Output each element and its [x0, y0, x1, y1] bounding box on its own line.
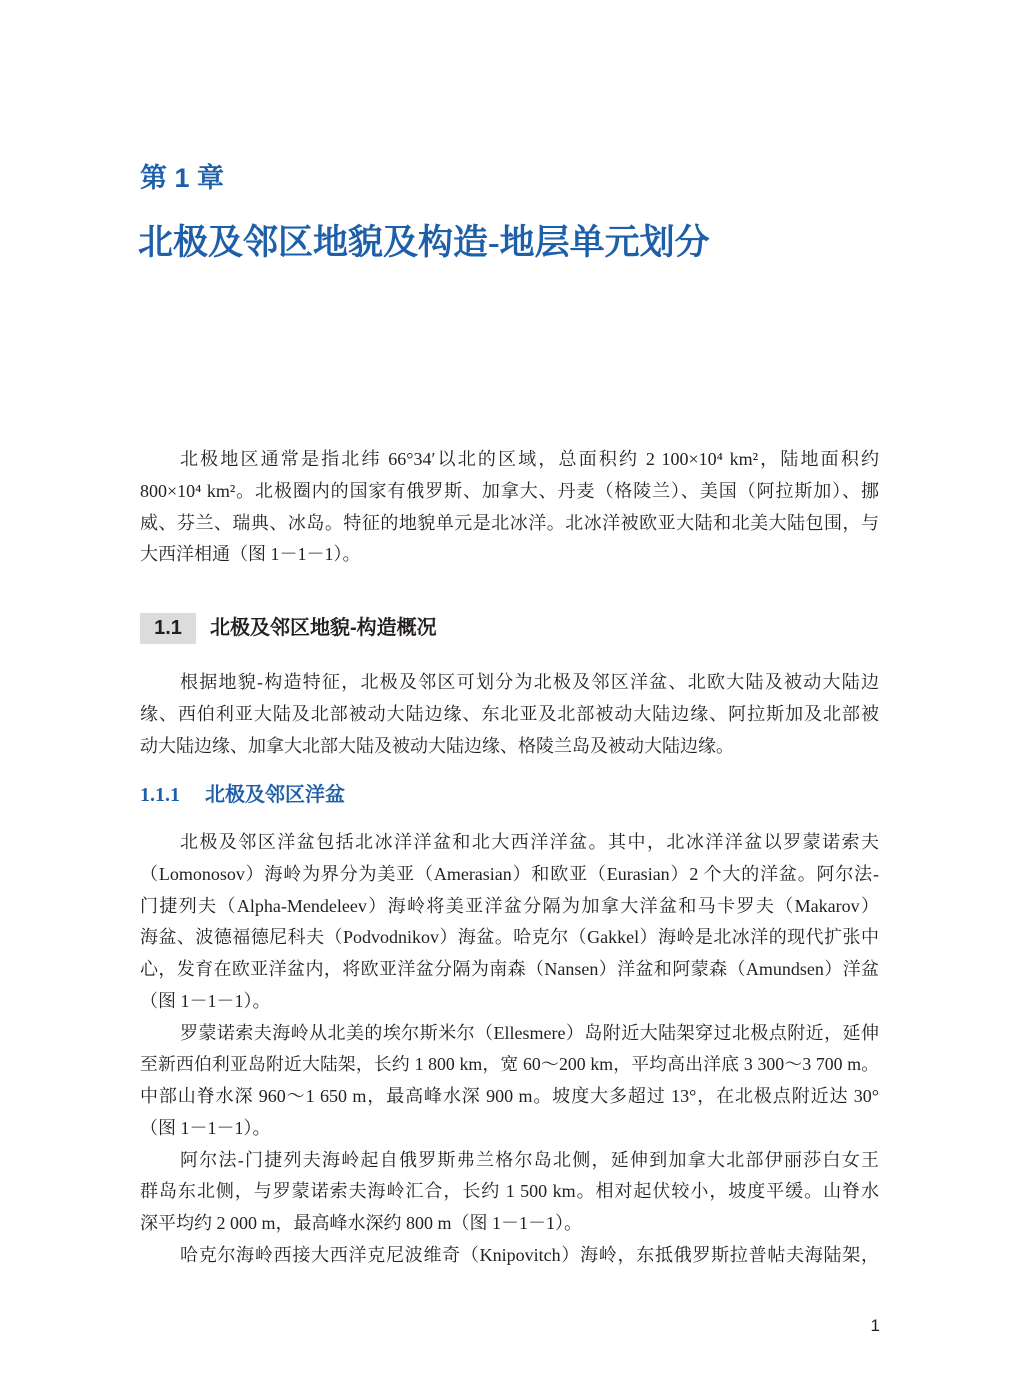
intro-paragraph — [140, 444, 879, 571]
text-line: 门捷列夫（Alpha-Mendeleev）海岭将美亚洋盆分隔为加拿大洋盆和马卡罗夫（Makarov） — [140, 895, 879, 916]
text-line: 心，发育在欧亚洋盆内，将欧亚洋盆分隔为南森（Nansen）洋盆和阿蒙森（Amundsen）洋盆 — [140, 959, 879, 979]
body-paragraph — [140, 827, 879, 1018]
subsection-heading — [140, 779, 345, 811]
text-line: 威、芬兰、瑞典、冰岛。特征的地貌单元是北冰洋。北冰洋被欧亚大陆和北美大陆包围，与 — [140, 512, 879, 533]
text-line: 至新西伯利亚岛附近大陆架，长约 1 800 km，宽 60～200 km，平均高出洋底 3 300～3 700 m。 — [140, 1054, 879, 1075]
text-line: 罗蒙诺索夫海岭从北美的埃尔斯米尔（Ellesmere）岛附近大陆架穿过北极点附近，延伸 — [180, 1022, 879, 1043]
text-line: （Lomonosov）海岭为界分为美亚（Amerasian）和欧亚（Eurasian）2 个大的洋盆。阿尔法- — [140, 863, 879, 884]
body-paragraph — [140, 1018, 879, 1145]
text-line: 北极地区通常是指北纬 66°34′以北的区域，总面积约 2 100×10⁴ km²，陆地面积约 — [180, 449, 879, 469]
body-paragraph — [140, 1145, 879, 1240]
subsection-number: 1.1.1 — [140, 784, 180, 806]
text-line: 哈克尔海岭西接大西洋克尼波维奇（Knipovitch）海岭，东抵俄罗斯拉普帖夫海陆架， — [180, 1244, 879, 1265]
text-line: 根据地貌-构造特征，北极及邻区可划分为北极及邻区洋盆、北欧大陆及被动大陆边 — [180, 672, 879, 692]
subsection-title: 北极及邻区洋盆 — [205, 784, 345, 806]
page-number: 1 — [870, 1316, 880, 1335]
section-heading — [140, 613, 437, 644]
text-line: （图 1－1－1）。 — [140, 990, 271, 1011]
section-body — [140, 667, 879, 762]
chapter-label: 第 1 章 — [140, 163, 225, 193]
chapter-title: 北极及邻区地貌及构造-地层单元划分 — [138, 223, 710, 262]
text-line: 北极及邻区洋盆包括北冰洋洋盆和北大西洋洋盆。其中，北冰洋洋盆以罗蒙诺索夫 — [180, 832, 879, 852]
text-line: （图 1－1－1）。 — [140, 1117, 271, 1138]
text-line: 海盆、波德福德尼科夫（Podvodnikov）海盆。哈克尔（Gakkel）海岭是北冰洋的现代扩张中 — [140, 927, 879, 948]
text-line: 800×10⁴ km²。北极圈内的国家有俄罗斯、加拿大、丹麦（格陵兰）、美国（阿拉斯加）、挪 — [140, 480, 879, 501]
body-paragraph — [140, 667, 879, 762]
text-line: 深平均约 2 000 m，最高峰水深约 800 m（图 1－1－1）。 — [140, 1213, 583, 1233]
text-line: 阿尔法-门捷列夫海岭起自俄罗斯弗兰格尔岛北侧，延伸到加拿大北部伊丽莎白女王 — [180, 1149, 879, 1170]
subsection-body — [140, 827, 879, 1272]
text-line: 大西洋相通（图 1－1－1）。 — [140, 544, 361, 565]
text-line: 群岛东北侧，与罗蒙诺索夫海岭汇合，长约 1 500 km。相对起伏较小，坡度平缓。山脊水 — [140, 1181, 879, 1202]
text-line: 中部山脊水深 960～1 650 m，最高峰水深 900 m。坡度大多超过 13°，在北极点附近达 30° — [140, 1086, 879, 1106]
section-title: 北极及邻区地貌-构造概况 — [210, 617, 437, 639]
text-line: 缘、西伯利亚大陆及北部被动大陆边缘、东北亚及北部被动大陆边缘、阿拉斯加及北部被 — [140, 703, 879, 724]
section-number: 1.1 — [140, 613, 196, 644]
text-line: 动大陆边缘、加拿大北部大陆及被动大陆边缘、格陵兰岛及被动大陆边缘。 — [140, 735, 734, 756]
body-paragraph — [140, 1240, 879, 1272]
